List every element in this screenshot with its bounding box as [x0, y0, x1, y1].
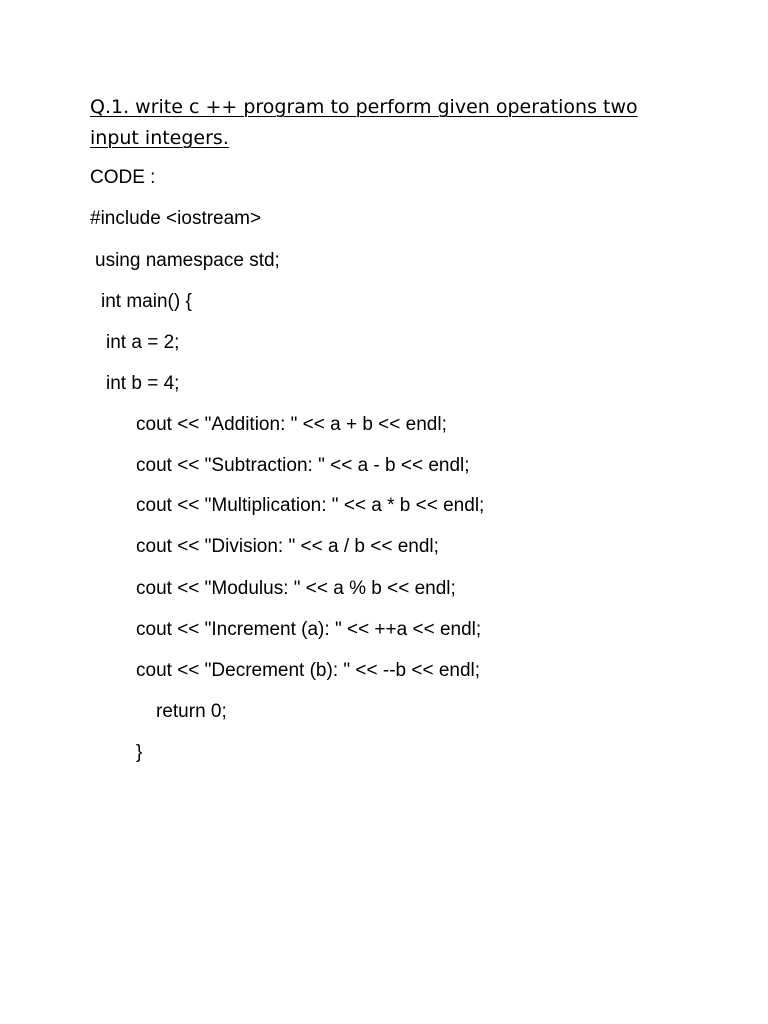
code-line-division: cout << "Division: " << a / b << endl;: [136, 536, 439, 557]
code-line-multiplication: cout << "Multiplication: " << a * b << endl;: [136, 495, 485, 516]
code-line-int-a: int a = 2;: [106, 332, 180, 353]
code-line-modulus: cout << "Modulus: " << a % b << endl;: [136, 578, 456, 599]
code-line-subtraction: cout << "Subtraction: " << a - b << endl;: [136, 455, 470, 476]
code-line-return: return 0;: [156, 701, 227, 722]
code-line-main: int main() {: [101, 291, 192, 312]
question-title: Q.1. write c ++ program to perform given operations two input integers.: [90, 96, 638, 149]
code-line-closing-brace: }: [136, 742, 143, 763]
code-line-increment: cout << "Increment (a): " << ++a << endl;: [136, 619, 482, 640]
code-line-include: #include <iostream>: [90, 208, 262, 229]
code-line-decrement: cout << "Decrement (b): " << --b << endl;: [136, 660, 481, 681]
code-label: CODE :: [90, 167, 156, 188]
code-line-int-b: int b = 4;: [106, 373, 180, 394]
code-line-namespace: using namespace std;: [95, 250, 280, 271]
code-line-addition: cout << "Addition: " << a + b << endl;: [136, 414, 447, 435]
